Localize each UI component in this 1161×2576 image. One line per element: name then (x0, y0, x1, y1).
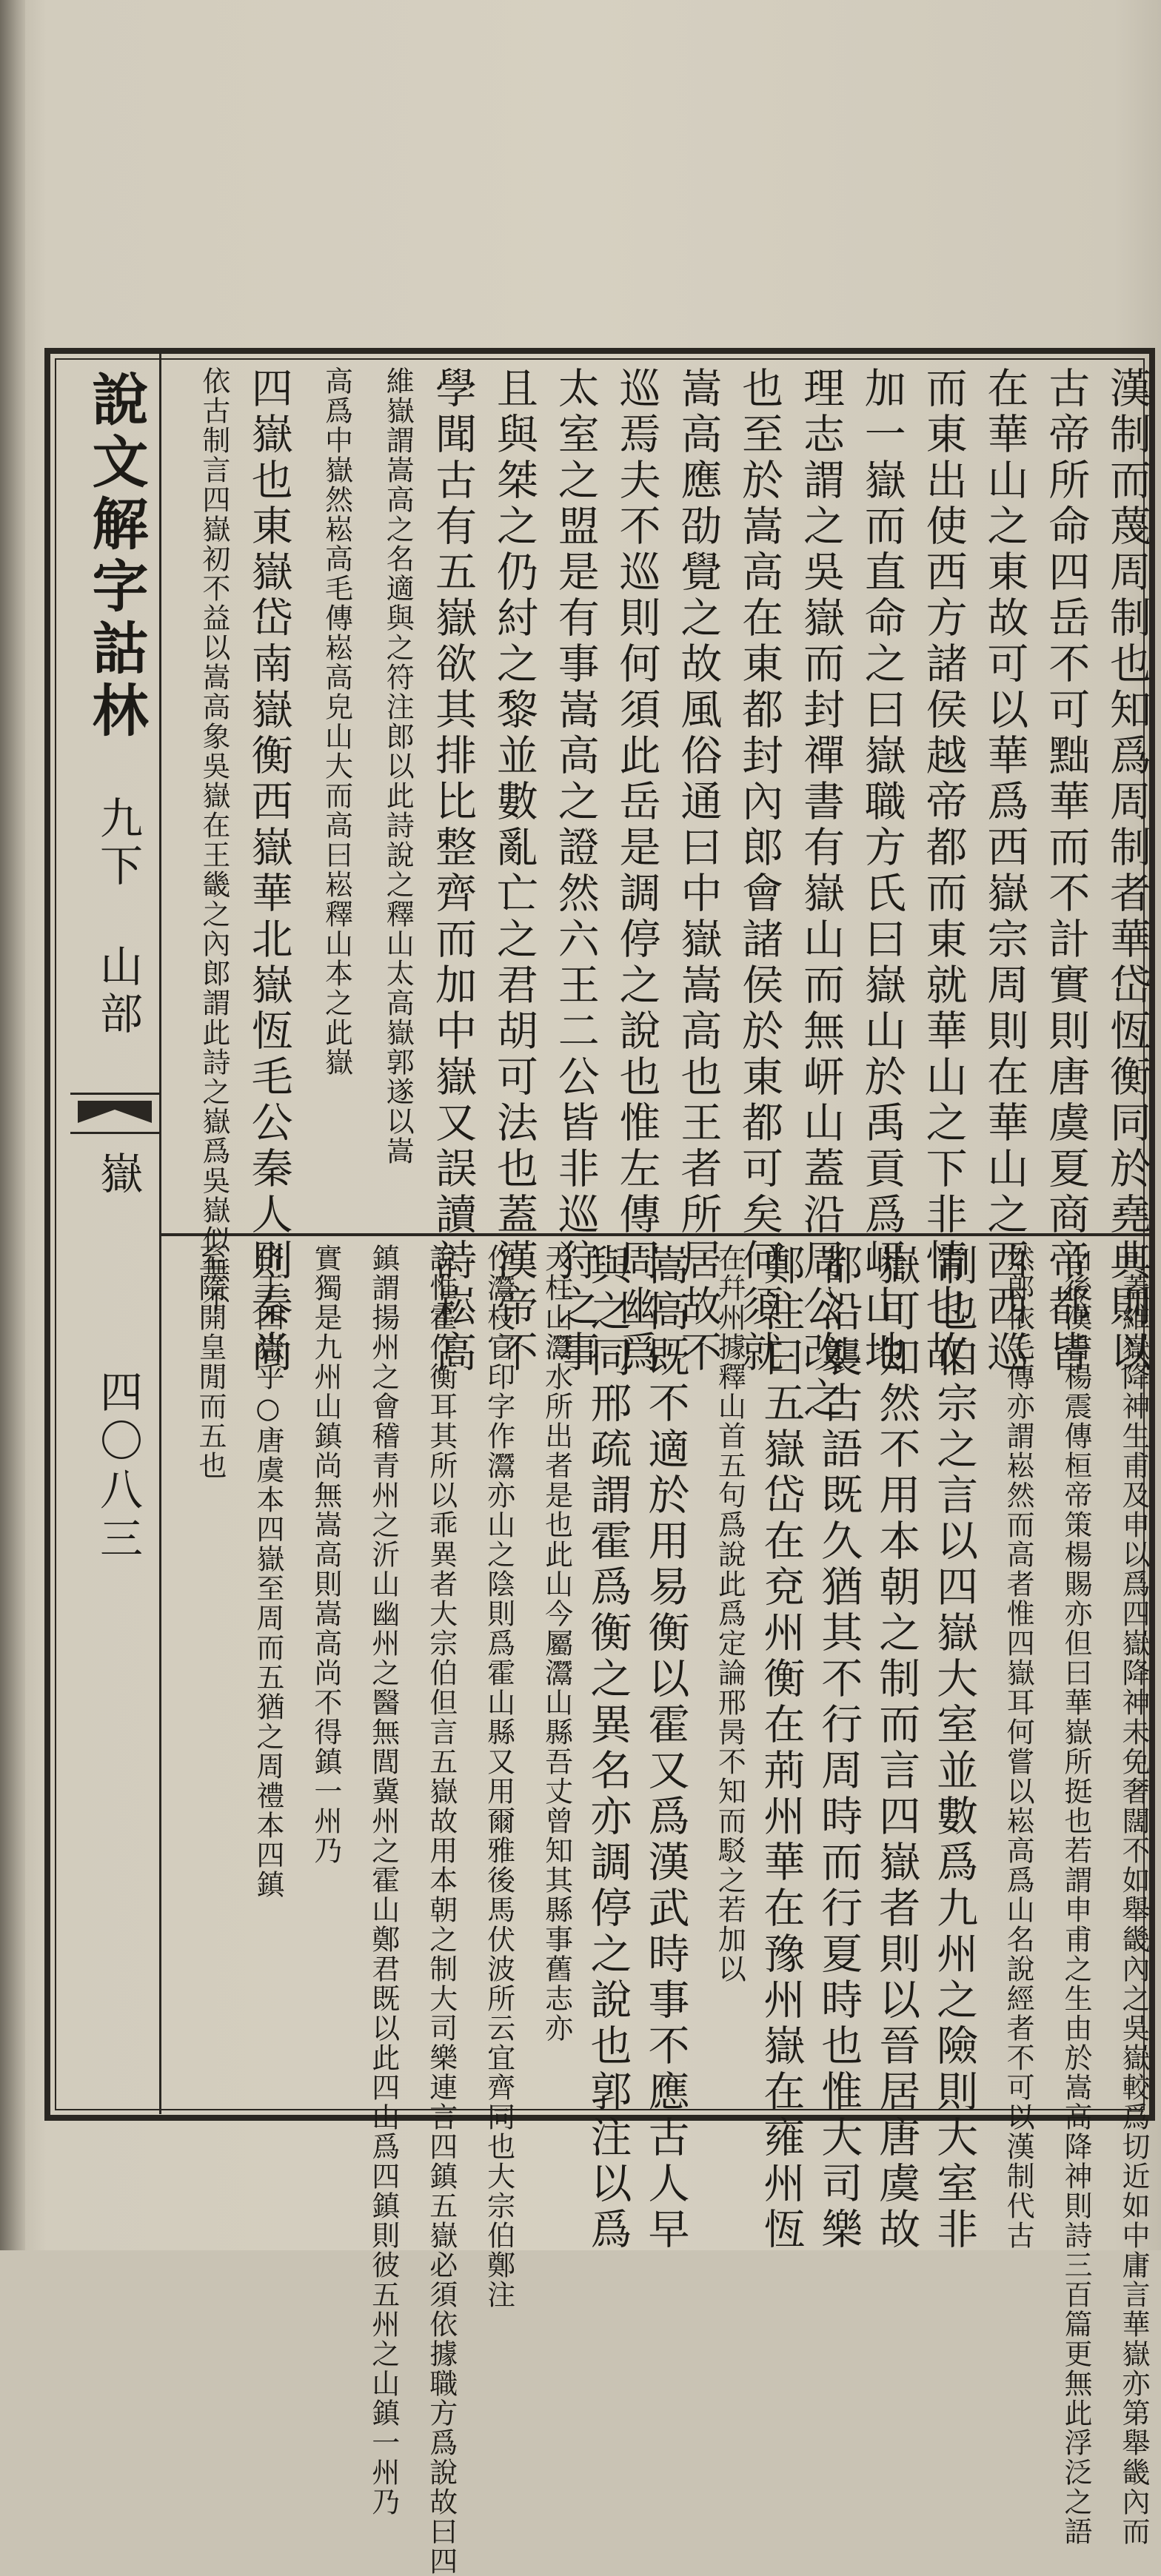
text-column: 理志謂之吳嶽而封禪書有嶽山而無岍山蓋沿周公改之 (796, 366, 845, 1422)
page-number: 四〇八三 (93, 1369, 143, 1565)
text-column: 可蓋維嶽降神生甫及申以爲四嶽降神未免奢闊不如舉畿內之吳嶽較爲切近如中庸言華嶽亦第舉畿內而 (1117, 1244, 1150, 2546)
text-column: 維嶽謂嵩高之名適與之符注郎以此詩說之釋山太高嶽郭遂以嵩 (381, 366, 415, 1166)
entry-character: 嶽 (93, 1151, 143, 1194)
text-column: 加一嶽而直命之曰嶽職方氏曰嶽山於禹貢爲岍山地 (857, 366, 906, 1376)
text-column: 嵩高既不適於用易衡以霍又爲漢武時事不應古人早 (641, 1244, 690, 2253)
text-column: 然郎依毛傳亦謂崧然而高者惟四嶽耳何嘗以崧高爲山名說經者不可以漢制代古 (1002, 1244, 1035, 2250)
text-column: 鎮謂揚州之會稽青州之沂山幽州之醫無閭冀州之霍山鄭君既以此四山爲四鎮則彼五州之山鎮一州乃 (367, 1244, 400, 2517)
text-column: 在華山之東故可以華爲西嶽宗周則在華山之西西巡 (980, 366, 1029, 1376)
text-column: 依古制言四嶽初不益以嵩高象吳嶽在王畿之內郎謂此詩之嶽爲吳嶽似無不 (197, 366, 230, 1314)
text-column: 且與桀之仍紂之黎並數亂亡之君胡可法也蓋漢帝不 (489, 366, 538, 1376)
text-column: 巡焉夫不巡則何須此岳是調停之說也惟左傳周幽爲 (612, 366, 661, 1376)
lower-register (167, 1244, 1150, 2576)
text-column: 都沿襲古語既久猶其不行周時而行夏時也惟大司樂 (814, 1244, 863, 2253)
text-column: 而東出使西方諸侯越帝都而東就華山之下非情也故 (919, 366, 968, 1376)
book-title: 說文解字詁林 (83, 370, 149, 743)
text-column: 嵩高應劭覺之故風俗通曰中嶽嵩高也王者所居故不 (674, 366, 723, 1376)
text-column: 說惟霍作衡耳其所以乖異者大宗伯但言五嶽故用本朝之制大司樂連言四鎮五嶽必須依據職方爲說故曰四 (424, 1244, 458, 2576)
fishtail-ornament (70, 1093, 159, 1134)
volume-label: 九下 (93, 796, 143, 890)
text-column: 山後漢書楊震傳桓帝策楊賜亦但曰華嶽所挺也若謂申甫之生由於嵩高降神則詩三百篇更無此浮泛之語 (1060, 1244, 1092, 2546)
text-column: 古帝所命四岳不可黜華而不計實則唐虞夏商帝都皆 (1042, 366, 1091, 1376)
text-column: 至隋開皇閒而五也 (193, 1244, 227, 1480)
text-column: 與之同邢疏謂霍爲衡之異名亦調停之說也郭注以爲 (583, 1244, 632, 2253)
binding-edge (0, 0, 25, 2250)
text-column: 高爲中嶽然崧高毛傳崧高皃山大而高曰崧釋山本之此嶽 (320, 366, 353, 1077)
section-label: 山部 (93, 944, 143, 1039)
text-column: 實獨是九州山鎮尚無嵩高則嵩高尚不得鎮一州乃 (309, 1244, 342, 1865)
text-column: 嶽可知然不用本朝之制而言四嶽者則以晉居唐虞故 (872, 1244, 921, 2253)
text-column: 鄭注曰五嶽岱在兗州衡在荊州華在豫州嶽在雍州恆 (757, 1244, 806, 2253)
text-column: 作灊枝官印字作灊亦山之陰則爲霍山縣又用爾雅後馬伏波所云宜齊同也大宗伯鄭注 (482, 1244, 515, 2310)
text-column: 也至於嵩高在東都封內郎會諸侯於東都可矣何須就 (735, 366, 784, 1376)
text-column: 在幷州據釋山首五句爲說此爲定論邢昺不知而駁之若加以 (713, 1244, 746, 1984)
text-column: 侪于四嶽乎○唐虞本四嶽至周而五猶之周禮本四鎮 (251, 1244, 284, 1899)
text-column: 太室之盟是有事嵩高之證然六王二公皆非巡狩之事 (551, 366, 600, 1376)
text-column: 制也伯宗之言以四嶽大室並數爲九州之險則大室非 (930, 1244, 979, 2253)
text-column: 天柱山灊水所出者是也此山今屬灊山縣吾丈曾知其縣事舊志亦 (540, 1244, 573, 2043)
text-column: 學聞古有五嶽欲其排比整齊而加中嶽又誤讀詩崧高 (429, 366, 478, 1376)
text-column: 四嶽也東嶽岱南嶽衡西嶽華北嶽恆毛公秦人則秦尚 (244, 366, 293, 1376)
text-column: 漢制而蔑周制也知爲周制者華岱恆衡同於堯典則以 (1103, 366, 1151, 1376)
